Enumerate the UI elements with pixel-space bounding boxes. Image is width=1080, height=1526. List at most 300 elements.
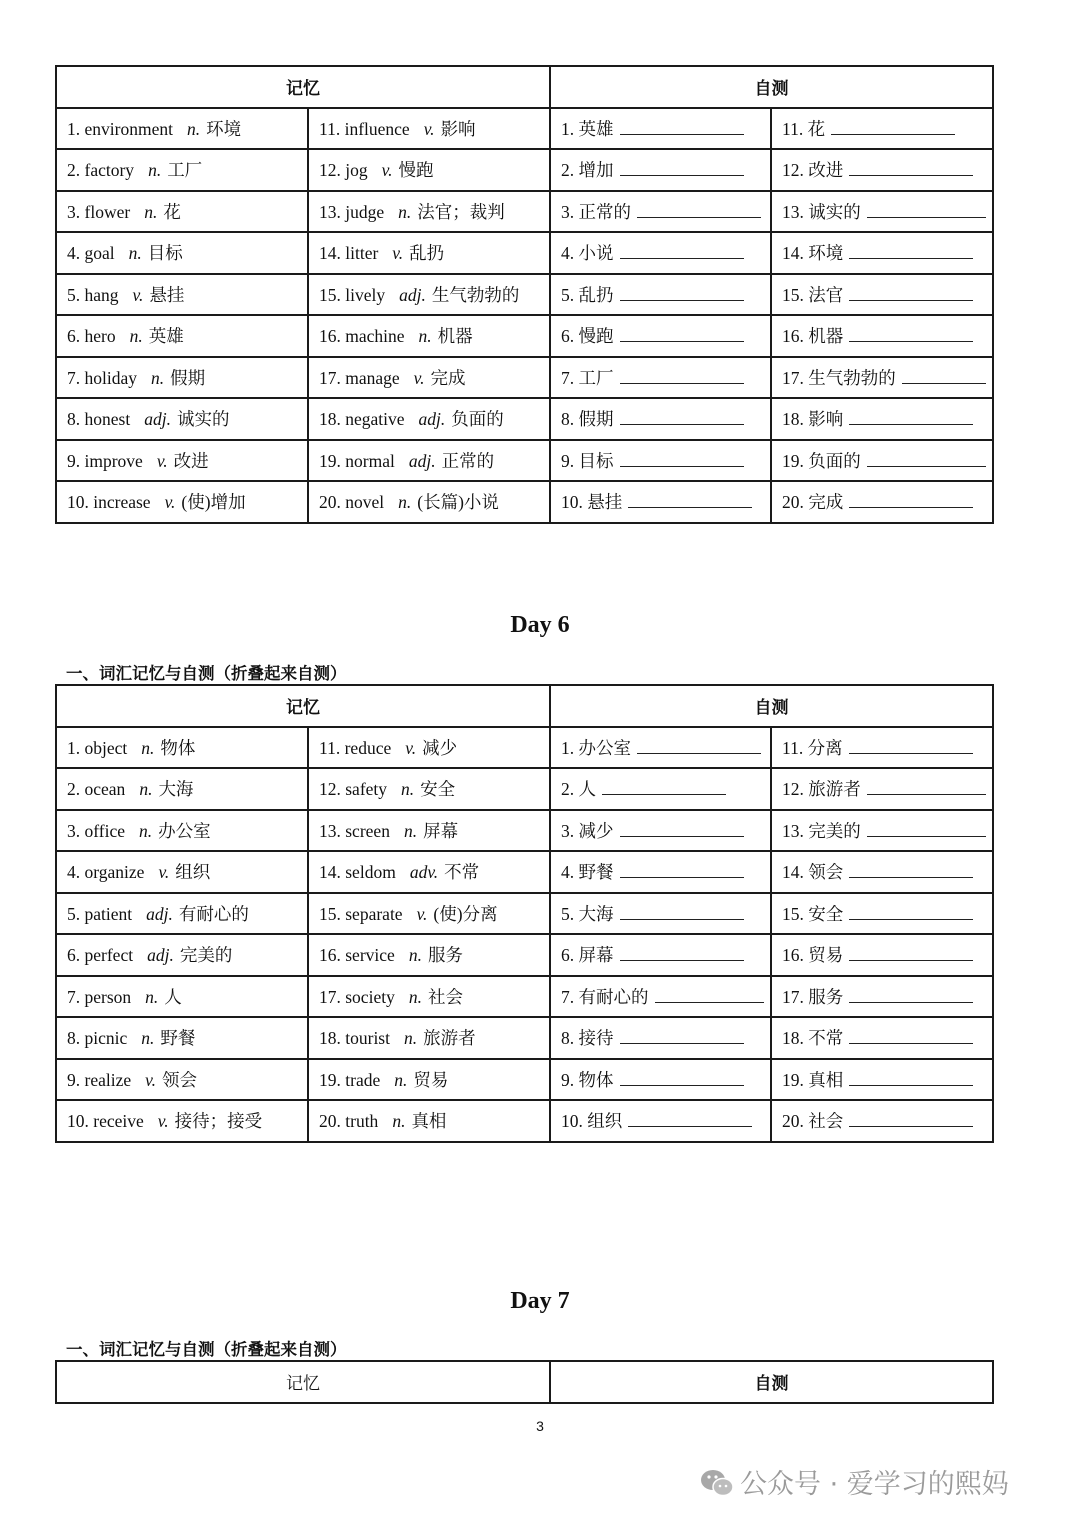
vocab-word: 11. influence xyxy=(319,118,410,139)
memory-cell xyxy=(308,1059,550,1101)
test-prompt: 14. 领会 xyxy=(782,862,844,883)
memory-cell xyxy=(56,315,308,357)
self-test-cell xyxy=(771,481,993,523)
answer-blank[interactable] xyxy=(620,241,744,259)
vocab-meaning: 假期 xyxy=(170,367,206,388)
vocab-pos: n. xyxy=(398,492,412,513)
self-test-cell xyxy=(771,851,993,893)
vocab-meaning: 旅游者 xyxy=(423,1028,476,1049)
vocab-meaning: 减少 xyxy=(422,737,458,758)
vocab-pos: n. xyxy=(403,1028,418,1049)
self-test-cell xyxy=(771,1059,993,1101)
answer-blank[interactable] xyxy=(620,819,744,837)
table-row xyxy=(56,440,993,482)
memory-cell xyxy=(308,232,550,274)
vocab-pos: v. xyxy=(423,118,435,139)
vocab-pos: n. xyxy=(129,326,143,347)
memory-cell xyxy=(56,768,308,810)
vocab-pos: v. xyxy=(145,1069,156,1090)
vocab-word: 10. increase xyxy=(67,492,151,513)
test-prompt: 16. 机器 xyxy=(782,326,844,347)
self-test-cell xyxy=(771,1017,993,1059)
vocab-word: 4. organize xyxy=(67,862,145,883)
answer-blank[interactable] xyxy=(620,117,744,135)
self-test-cell xyxy=(771,440,993,482)
memory-header: 记忆 xyxy=(56,66,550,108)
self-test-cell xyxy=(550,934,771,976)
self-test-cell xyxy=(771,934,993,976)
memory-cell xyxy=(56,481,308,523)
vocab-meaning: 英雄 xyxy=(148,326,184,347)
test-prompt: 6. 慢跑 xyxy=(561,326,614,347)
test-prompt: 5. 大海 xyxy=(561,903,614,924)
test-prompt: 16. 贸易 xyxy=(782,945,844,966)
vocab-word: 13. judge xyxy=(319,201,385,222)
vocab-pos: adj. xyxy=(147,945,174,966)
vocab-pos: n. xyxy=(392,1111,406,1132)
self-test-cell xyxy=(771,727,993,769)
self-test-cell xyxy=(550,398,771,440)
answer-blank[interactable] xyxy=(637,200,761,218)
answer-blank[interactable] xyxy=(620,324,744,342)
vocab-pos: n. xyxy=(186,118,201,139)
table-row xyxy=(56,727,993,769)
vocab-word: 18. tourist xyxy=(319,1028,390,1049)
vocab-pos: n. xyxy=(398,201,412,222)
self-test-header: 自测 xyxy=(550,1361,993,1403)
vocab-pos: v. xyxy=(416,903,428,924)
self-test-cell xyxy=(550,1059,771,1101)
vocab-pos: v. xyxy=(158,862,170,883)
vocab-pos: n. xyxy=(148,160,162,181)
vocab-pos: n. xyxy=(144,201,158,222)
table-row xyxy=(56,810,993,852)
answer-blank[interactable] xyxy=(620,943,744,961)
answer-blank[interactable] xyxy=(849,283,973,301)
self-test-cell xyxy=(771,232,993,274)
vocab-pos: v. xyxy=(405,737,417,758)
vocab-meaning: 物体 xyxy=(160,737,196,758)
self-test-cell xyxy=(771,1100,993,1142)
memory-cell xyxy=(308,768,550,810)
vocab-word: 19. normal xyxy=(319,450,395,471)
vocab-word: 8. honest xyxy=(67,409,131,430)
vocab-pos: v. xyxy=(164,492,176,513)
self-test-cell xyxy=(550,893,771,935)
vocab-word: 14. litter xyxy=(319,243,379,264)
vocab-pos: v. xyxy=(381,160,393,181)
vocab-meaning: 完成 xyxy=(430,367,466,388)
watermark-text: 公众号 · 爱学习的熙妈 xyxy=(740,1469,1009,1500)
vocab-meaning: 生气勃勃的 xyxy=(431,284,520,305)
table-row xyxy=(56,191,993,233)
vocab-meaning: 慢跑 xyxy=(398,160,434,181)
vocab-meaning: 完美的 xyxy=(179,945,233,966)
memory-cell xyxy=(56,191,308,233)
test-prompt: 10. 悬挂 xyxy=(561,492,623,513)
vocab-pos: adj. xyxy=(399,284,426,305)
memory-cell xyxy=(56,398,308,440)
self-test-cell xyxy=(550,108,771,150)
test-prompt: 13. 完美的 xyxy=(782,820,861,841)
table-row xyxy=(56,1100,993,1142)
day7-title: Day 7 xyxy=(510,1288,570,1314)
test-prompt: 5. 乱扔 xyxy=(561,284,614,305)
self-test-cell xyxy=(771,398,993,440)
memory-cell xyxy=(308,108,550,150)
day6-title: Day 6 xyxy=(510,612,570,638)
memory-cell xyxy=(308,191,550,233)
answer-blank[interactable] xyxy=(620,366,744,384)
vocab-word: 16. machine xyxy=(319,326,405,347)
vocab-pos: adj. xyxy=(408,450,436,471)
test-prompt: 2. 增加 xyxy=(561,160,614,181)
test-prompt: 17. 生气勃勃的 xyxy=(782,367,896,388)
vocab-pos: v. xyxy=(132,284,144,305)
self-test-cell xyxy=(550,481,771,523)
vocab-word: 13. screen xyxy=(319,820,390,841)
memory-cell xyxy=(308,851,550,893)
test-prompt: 7. 工厂 xyxy=(561,367,614,388)
memory-cell xyxy=(56,357,308,399)
vocab-meaning: 改进 xyxy=(173,450,209,471)
vocab-pos: v. xyxy=(156,450,168,471)
test-prompt: 15. 法官 xyxy=(782,284,844,305)
vocab-pos: n. xyxy=(151,367,165,388)
answer-blank[interactable] xyxy=(849,985,973,1003)
vocab-pos: adj. xyxy=(144,409,171,430)
memory-cell xyxy=(56,1100,308,1142)
vocab-word: 11. reduce xyxy=(319,737,392,758)
memory-cell xyxy=(56,149,308,191)
vocab-meaning: (长篇)小说 xyxy=(417,492,499,513)
answer-blank[interactable] xyxy=(628,490,752,508)
answer-blank[interactable] xyxy=(628,1109,752,1127)
vocab-word: 4. goal xyxy=(67,243,115,264)
memory-cell xyxy=(56,851,308,893)
vocab-pos: n. xyxy=(401,779,415,800)
vocab-pos: n. xyxy=(141,737,155,758)
self-test-cell xyxy=(550,274,771,316)
self-test-cell xyxy=(550,851,771,893)
vocab-pos: v. xyxy=(392,243,404,264)
vocab-pos: n. xyxy=(418,326,432,347)
self-test-cell xyxy=(771,357,993,399)
vocab-word: 12. safety xyxy=(319,779,388,800)
vocab-table-day7 xyxy=(55,1360,994,1404)
test-prompt: 18. 影响 xyxy=(782,409,844,430)
answer-blank[interactable] xyxy=(849,736,973,754)
vocab-word: 20. truth xyxy=(319,1111,379,1132)
vocab-pos: n. xyxy=(408,986,422,1007)
table-row xyxy=(56,851,993,893)
memory-header: 记忆 xyxy=(56,685,550,727)
vocab-word: 7. person xyxy=(67,986,132,1007)
test-prompt: 9. 物体 xyxy=(561,1069,614,1090)
vocab-meaning: 真相 xyxy=(411,1111,447,1132)
vocab-table-day5 xyxy=(55,65,994,524)
vocab-word: 19. trade xyxy=(319,1069,381,1090)
vocab-pos: adj. xyxy=(418,409,446,430)
memory-cell xyxy=(308,440,550,482)
test-prompt: 1. 办公室 xyxy=(561,737,631,758)
vocab-word: 8. picnic xyxy=(67,1028,128,1049)
answer-blank[interactable] xyxy=(867,819,986,837)
vocab-meaning: 领会 xyxy=(161,1069,197,1090)
memory-cell xyxy=(308,398,550,440)
vocab-meaning: 目标 xyxy=(147,243,183,264)
vocab-meaning: 服务 xyxy=(427,945,463,966)
answer-blank[interactable] xyxy=(849,1026,973,1044)
self-test-cell xyxy=(550,810,771,852)
self-test-cell xyxy=(771,768,993,810)
test-prompt: 20. 完成 xyxy=(782,492,844,513)
self-test-cell xyxy=(771,149,993,191)
vocab-meaning: 影响 xyxy=(440,118,476,139)
answer-blank[interactable] xyxy=(849,1109,973,1127)
answer-blank[interactable] xyxy=(849,1068,973,1086)
self-test-cell xyxy=(550,1017,771,1059)
test-prompt: 19. 负面的 xyxy=(782,450,861,471)
answer-blank[interactable] xyxy=(867,449,986,467)
vocab-meaning: 社会 xyxy=(427,986,463,1007)
self-test-cell xyxy=(550,315,771,357)
answer-blank[interactable] xyxy=(849,490,973,508)
vocab-meaning: 环境 xyxy=(206,118,242,139)
vocab-word: 20. novel xyxy=(319,492,385,513)
table-row xyxy=(56,768,993,810)
memory-cell xyxy=(308,149,550,191)
vocab-pos: adv. xyxy=(409,862,439,883)
table-row xyxy=(56,398,993,440)
vocab-meaning: 屏幕 xyxy=(423,820,459,841)
memory-cell xyxy=(56,934,308,976)
memory-cell xyxy=(56,893,308,935)
vocab-pos: n. xyxy=(394,1069,408,1090)
answer-blank[interactable] xyxy=(849,407,973,425)
test-prompt: 19. 真相 xyxy=(782,1069,844,1090)
vocab-word: 12. jog xyxy=(319,160,368,181)
vocab-meaning: 不常 xyxy=(444,862,480,883)
answer-blank[interactable] xyxy=(637,736,761,754)
answer-blank[interactable] xyxy=(620,283,744,301)
memory-cell xyxy=(56,274,308,316)
answer-blank[interactable] xyxy=(602,777,726,795)
test-prompt: 8. 接待 xyxy=(561,1028,614,1049)
vocab-meaning: (使)增加 xyxy=(181,492,246,513)
vocab-meaning: 负面的 xyxy=(451,409,504,430)
vocab-pos: n. xyxy=(403,820,418,841)
test-prompt: 4. 野餐 xyxy=(561,862,614,883)
table-row xyxy=(56,1017,993,1059)
vocab-word: 16. service xyxy=(319,945,395,966)
vocab-word: 3. flower xyxy=(67,201,131,222)
self-test-cell xyxy=(771,810,993,852)
answer-blank[interactable] xyxy=(620,158,744,176)
table-row xyxy=(56,481,993,523)
self-test-cell xyxy=(550,976,771,1018)
memory-cell xyxy=(308,810,550,852)
day7-section-heading: 一、词汇记忆与自测（折叠起来自测） xyxy=(66,1340,347,1359)
vocab-meaning: 机器 xyxy=(437,326,473,347)
vocab-meaning: 组织 xyxy=(175,862,211,883)
answer-blank[interactable] xyxy=(620,902,744,920)
vocab-pos: n. xyxy=(128,243,142,264)
memory-header: 记忆 xyxy=(56,1361,550,1403)
table-row xyxy=(56,893,993,935)
self-test-cell xyxy=(550,1100,771,1142)
self-test-cell xyxy=(771,191,993,233)
test-prompt: 14. 环境 xyxy=(782,243,844,264)
vocab-word: 1. object xyxy=(67,737,128,758)
memory-cell xyxy=(56,727,308,769)
answer-blank[interactable] xyxy=(620,1026,744,1044)
test-prompt: 17. 服务 xyxy=(782,986,844,1007)
table-row xyxy=(56,274,993,316)
vocab-meaning: 工厂 xyxy=(167,160,203,181)
answer-blank[interactable] xyxy=(620,449,744,467)
vocab-pos: n. xyxy=(408,945,422,966)
vocab-meaning: 花 xyxy=(163,201,181,222)
test-prompt: 12. 改进 xyxy=(782,160,844,181)
vocab-word: 5. patient xyxy=(67,903,133,924)
answer-blank[interactable] xyxy=(849,241,973,259)
vocab-meaning: 人 xyxy=(164,986,182,1007)
vocab-word: 17. manage xyxy=(319,367,400,388)
self-test-header: 自测 xyxy=(550,685,993,727)
vocab-word: 2. factory xyxy=(67,160,135,181)
vocab-word: 7. holiday xyxy=(67,367,137,388)
self-test-header: 自测 xyxy=(550,66,993,108)
memory-cell xyxy=(56,108,308,150)
test-prompt: 13. 诚实的 xyxy=(782,201,861,222)
test-prompt: 6. 屏幕 xyxy=(561,945,614,966)
test-prompt: 8. 假期 xyxy=(561,409,614,430)
table-row xyxy=(56,232,993,274)
day6-section-heading: 一、词汇记忆与自测（折叠起来自测） xyxy=(66,664,347,683)
memory-cell xyxy=(308,315,550,357)
memory-cell xyxy=(308,934,550,976)
memory-cell xyxy=(56,1059,308,1101)
vocab-meaning: 正常的 xyxy=(441,450,495,471)
test-prompt: 1. 英雄 xyxy=(561,118,614,139)
answer-blank[interactable] xyxy=(902,366,986,384)
memory-cell xyxy=(308,481,550,523)
test-prompt: 18. 不常 xyxy=(782,1028,844,1049)
answer-blank[interactable] xyxy=(849,324,973,342)
memory-cell xyxy=(308,357,550,399)
vocab-meaning: 有耐心的 xyxy=(178,903,249,924)
self-test-cell xyxy=(550,440,771,482)
test-prompt: 15. 安全 xyxy=(782,903,844,924)
table-row xyxy=(56,315,993,357)
memory-cell xyxy=(308,1100,550,1142)
test-prompt: 9. 目标 xyxy=(561,450,614,471)
answer-blank[interactable] xyxy=(849,902,973,920)
vocab-pos: adj. xyxy=(146,903,173,924)
vocab-meaning: 诚实的 xyxy=(176,409,230,430)
wechat-icon xyxy=(700,1468,734,1498)
test-prompt: 20. 社会 xyxy=(782,1111,844,1132)
vocab-word: 10. receive xyxy=(67,1111,144,1132)
memory-cell xyxy=(56,1017,308,1059)
self-test-cell xyxy=(550,149,771,191)
vocab-meaning: 贸易 xyxy=(413,1069,449,1090)
vocab-word: 9. improve xyxy=(67,450,143,471)
memory-cell xyxy=(308,274,550,316)
vocab-pos: v. xyxy=(157,1111,169,1132)
self-test-cell xyxy=(550,357,771,399)
answer-blank[interactable] xyxy=(849,943,973,961)
vocab-meaning: 办公室 xyxy=(158,820,211,841)
self-test-cell xyxy=(550,191,771,233)
self-test-cell xyxy=(771,976,993,1018)
answer-blank[interactable] xyxy=(849,158,973,176)
answer-blank[interactable] xyxy=(831,117,955,135)
test-prompt: 11. 分离 xyxy=(782,737,843,758)
vocab-pos: n. xyxy=(139,820,153,841)
memory-cell xyxy=(308,976,550,1018)
vocab-word: 6. perfect xyxy=(67,945,134,966)
table-row xyxy=(56,108,993,150)
test-prompt: 12. 旅游者 xyxy=(782,779,861,800)
vocab-word: 6. hero xyxy=(67,326,116,347)
self-test-cell xyxy=(550,727,771,769)
test-prompt: 3. 正常的 xyxy=(561,201,631,222)
answer-blank[interactable] xyxy=(867,200,986,218)
vocab-meaning: 大海 xyxy=(158,779,194,800)
memory-cell xyxy=(56,440,308,482)
test-prompt: 7. 有耐心的 xyxy=(561,986,649,1007)
answer-blank[interactable] xyxy=(620,860,744,878)
vocab-word: 15. lively xyxy=(319,284,386,305)
vocab-pos: v. xyxy=(413,367,425,388)
vocab-word: 17. society xyxy=(319,986,395,1007)
answer-blank[interactable] xyxy=(620,1068,744,1086)
self-test-cell xyxy=(550,232,771,274)
vocab-meaning: (使)分离 xyxy=(433,903,498,924)
vocab-word: 15. separate xyxy=(319,903,403,924)
vocab-word: 14. seldom xyxy=(319,862,396,883)
vocab-word: 9. realize xyxy=(67,1069,132,1090)
table-row xyxy=(56,149,993,191)
self-test-cell xyxy=(771,893,993,935)
vocab-pos: n. xyxy=(141,1028,155,1049)
test-prompt: 11. 花 xyxy=(782,118,826,139)
self-test-cell xyxy=(771,108,993,150)
vocab-meaning: 悬挂 xyxy=(149,284,185,305)
table-row xyxy=(56,934,993,976)
vocab-word: 18. negative xyxy=(319,409,405,430)
answer-blank[interactable] xyxy=(867,777,986,795)
vocab-word: 3. office xyxy=(67,820,125,841)
vocab-meaning: 安全 xyxy=(420,779,456,800)
answer-blank[interactable] xyxy=(655,985,764,1003)
vocab-word: 5. hang xyxy=(67,284,119,305)
memory-cell xyxy=(308,893,550,935)
self-test-cell xyxy=(771,274,993,316)
answer-blank[interactable] xyxy=(620,407,744,425)
watermark xyxy=(700,1462,1009,1501)
memory-cell xyxy=(56,232,308,274)
vocab-meaning: 接待；接受 xyxy=(174,1111,263,1132)
memory-cell xyxy=(308,1017,550,1059)
answer-blank[interactable] xyxy=(849,860,973,878)
vocab-meaning: 法官；裁判 xyxy=(417,201,505,222)
vocab-meaning: 野餐 xyxy=(160,1028,196,1049)
vocab-pos: n. xyxy=(139,779,153,800)
vocab-word: 2. ocean xyxy=(67,779,126,800)
